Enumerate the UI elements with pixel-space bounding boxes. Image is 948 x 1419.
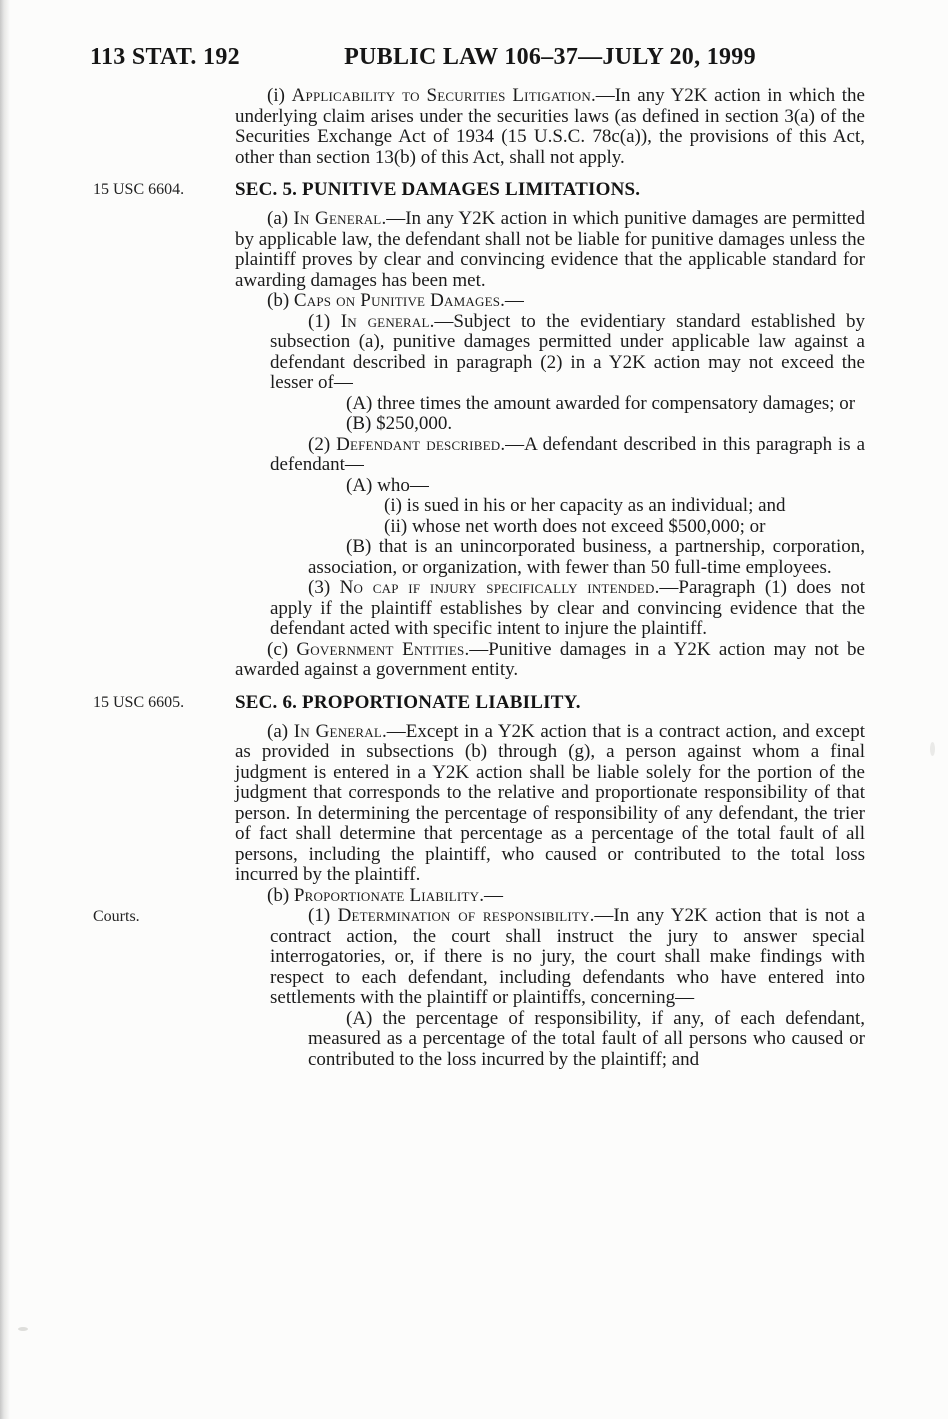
paragraph-text: .—A defendant described in this paragraph is a defendant— (270, 433, 866, 475)
paragraph-text: .—In any Y2K action that is not a contract action, the court shall instruct the jury to answer special interrogatories, or, if there is no jury, the court shall make findings with respect to each defendant, including defendants who have entered into settlements with the plaintiff or plaintiffs, concerning— (270, 905, 866, 1008)
paragraph-text: .—Subject to the evidentiary standard established by subsection (a), punitive damages permitted under applicable law against a defendant described in paragraph (2) in a Y2K action may not exceed the lesser of— (270, 310, 866, 393)
margin-note-usc-6605: 15 USC 6605. (93, 693, 185, 711)
margin-note-courts: Courts. (93, 908, 140, 925)
document-body (93, 85, 866, 1070)
paragraph-text: (B) $250,000. (346, 413, 453, 434)
section-heading-text: SEC. 6. PROPORTIONATE LIABILITY. (235, 691, 581, 713)
statute-paragraph (93, 905, 866, 1009)
paragraph-designator: (1) (308, 310, 341, 332)
law-title-label: PUBLIC LAW 106–37—JULY 20, 1999 (344, 44, 756, 70)
small-caps-heading: Determination of responsibility (337, 905, 590, 926)
small-caps-heading: In general (340, 310, 430, 332)
paragraph-text: (i) is sued in his or her capacity as an individual; and (384, 495, 786, 516)
statute-paragraph (308, 394, 865, 415)
statute-paragraph (235, 86, 865, 168)
statute-paragraph (346, 496, 865, 517)
paragraph-designator: (c) (267, 638, 297, 660)
section-heading (93, 691, 865, 713)
paragraph-designator: (b) (267, 290, 294, 311)
margin-note-usc-6604: 15 USC 6604. (93, 181, 185, 198)
small-caps-heading: In General (293, 208, 382, 229)
paragraph-designator: (b) (267, 884, 294, 906)
paragraph-designator: (2) (308, 433, 337, 455)
small-caps-heading: Applicability to Securities Litigation (291, 85, 591, 106)
section-heading (93, 179, 865, 200)
paragraph-text: .— (500, 290, 524, 311)
statute-paragraph (308, 414, 865, 435)
paragraph-designator: (1) (308, 905, 338, 926)
paragraph-text: .—Paragraph (1) does not apply if the plaintiff establishes by clear and convincing evidence that the defendant acted with specific intent to injure the plaintiff. (270, 577, 866, 639)
paragraph-designator: (a) (267, 208, 294, 229)
paragraph-text: .—In any Y2K action in which punitive damages are permitted by applicable law, the defendant shall not be liable for punitive damages unless the plaintiff proves by clear and convincing evidence that the applicable standard for awarding damages has been met. (235, 208, 865, 291)
statute-paragraph (308, 476, 865, 497)
small-caps-heading: Government Entities (296, 638, 465, 660)
paragraph-text: (A) three times the amount awarded for compensatory damages; or (346, 392, 856, 414)
statute-paragraph (308, 537, 865, 578)
running-head (0, 44, 948, 70)
paragraph-text: (B) that is an unincorporated business, a partnership, corporation, association, or organization, with fewer than 50 full-time employees. (308, 536, 865, 578)
paragraph-designator: (i) (267, 85, 292, 106)
paragraph-text: (ii) whose net worth does not exceed $500,000; or (384, 515, 766, 537)
small-caps-heading: Defendant described (336, 433, 501, 455)
statute-paragraph (235, 291, 865, 312)
paragraph-designator: (3) (308, 577, 340, 598)
statute-paragraph (270, 312, 865, 394)
statute-paragraph (235, 640, 865, 681)
scan-speck (930, 742, 935, 756)
paragraph-designator: (a) (267, 720, 294, 742)
paragraph-text: .—In any Y2K action in which the underlying claim arises under the securities laws (as defined in section 3(a) of the Securities Exchange Act of 1934 (15 U.S.C. 78c(a)), the provisions of this Act, other than section 13(b) of this Act, shall not apply. (235, 85, 865, 168)
statute-paragraph (270, 435, 865, 476)
statute-paragraph (235, 209, 865, 291)
statute-paragraph (235, 722, 865, 886)
paragraph-text: (A) the percentage of responsibility, if any, of each defendant, measured as a percentage of the total fault of all persons who caused or contributed to the loss incurred by the plaintiff; and (308, 1007, 865, 1070)
statute-paragraph (235, 886, 865, 907)
scan-edge-artifact (0, 0, 10, 1419)
paragraph-text: (A) who— (346, 474, 429, 496)
paragraph-text: .—Punitive damages in a Y2K action may not be awarded against a government entity. (235, 638, 865, 680)
paragraph-text: .— (479, 884, 503, 906)
small-caps-heading: Caps on Punitive Damages (293, 290, 501, 311)
statute-paragraph (270, 578, 865, 640)
small-caps-heading: In General (293, 720, 383, 742)
small-caps-heading: Proportionate Liability (293, 884, 480, 906)
paragraph-text: .—Except in a Y2K action that is a contract action, and except as provided in subsections (b) through (g), a person against whom a final judgment is entered in a Y2K action shall be liable solely for the portion of the judgment that corresponds to the relative and proportionate responsibility of that person. In determining the percentage of responsibility of any defendant, the trier of fact shall determine that percentage as a percentage of the total fault of all persons, including the plaintiff, who caused or contributed to the total loss incurred by the plaintiff. (235, 720, 865, 885)
statute-paragraph (308, 1009, 865, 1071)
section-heading-text: SEC. 5. PUNITIVE DAMAGES LIMITATIONS. (235, 179, 641, 200)
page-number-label: 113 STAT. 192 (90, 44, 240, 70)
scan-speck (18, 1327, 28, 1331)
statute-paragraph (346, 517, 865, 538)
small-caps-heading: No cap if injury specifically intended (339, 577, 655, 598)
